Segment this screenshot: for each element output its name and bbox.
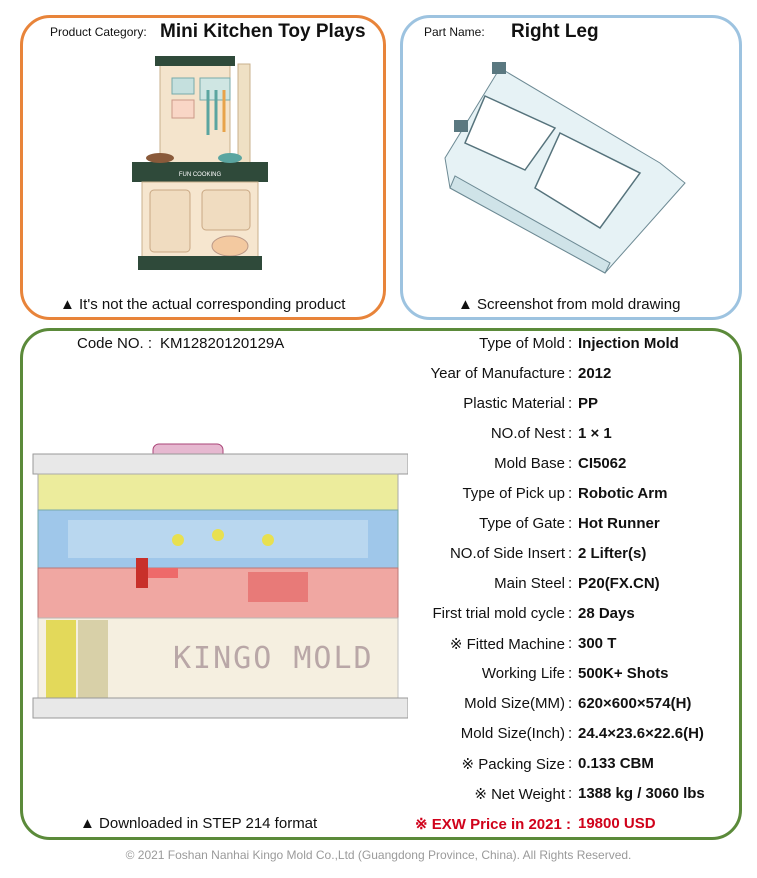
spec-label-trial: First trial mold cycle (432, 605, 565, 622)
part-name-caption: ▲ Screenshot from mold drawing (458, 296, 681, 313)
spec-value-year: 2012 (578, 365, 612, 382)
code-value: KM12820120129A (160, 335, 285, 352)
spec-value-life: 500K+ Shots (578, 665, 669, 682)
spec-label-year: Year of Manufacture (430, 365, 565, 382)
spec-label-pickup: Type of Pick up (462, 485, 565, 502)
spec-label-size-inch: Mold Size(Inch) (460, 725, 565, 742)
spec-label-steel: Main Steel (494, 575, 565, 592)
spec-value-weight: 1388 kg / 3060 lbs (578, 785, 705, 802)
spec-value-gate: Hot Runner (578, 515, 660, 532)
mold-caption: ▲ Downloaded in STEP 214 format (80, 815, 318, 832)
copyright-footer: © 2021 Foshan Nanhai Kingo Mold Co.,Ltd (Guangdong Province, China). All Rights Reserved. (125, 848, 632, 862)
part-name-label: Part Name: (424, 25, 485, 39)
spec-label-size-mm: Mold Size(MM) (464, 695, 565, 712)
spec-value-steel: P20(FX.CN) (578, 575, 660, 592)
spec-label-material: Plastic Material (463, 395, 565, 412)
spec-label-mold-type: Type of Mold (479, 335, 565, 352)
spec-value-base: CI5062 (578, 455, 627, 472)
spec-label-base: Mold Base (494, 455, 565, 472)
spec-value-packing: 0.133 CBM (578, 755, 654, 772)
spec-value-nest: 1 × 1 (578, 425, 612, 442)
spec-value-machine: 300 T (578, 635, 617, 652)
fun-cooking-text: FUN COOKING (178, 172, 222, 178)
part-name-value: Right Leg (511, 21, 599, 42)
spec-label-life: Working Life (481, 665, 565, 682)
spec-label-packing: ※ Packing Size (461, 756, 565, 773)
product-category-label: Product Category: (50, 25, 147, 39)
spec-label-weight: ※ Net Weight (474, 786, 565, 803)
spec-value-trial: 28 Days (578, 605, 635, 622)
right-leg-drawing (440, 58, 700, 283)
spec-value-size-mm: 620×600×574(H) (578, 695, 692, 712)
spec-value-material: PP (578, 395, 599, 412)
spec-value-side-insert: 2 Lifter(s) (578, 545, 647, 562)
price-value: 19800 USD (578, 815, 656, 832)
price-label: ※ EXW Price in 2021 : (415, 816, 571, 833)
spec-value-size-inch: 24.4×23.6×22.6(H) (578, 725, 704, 742)
spec-label-nest: NO.of Nest (490, 425, 565, 442)
product-category-caption: ▲ It's not the actual corresponding product (60, 296, 346, 313)
spec-label-side-insert: NO.of Side Insert (449, 545, 565, 562)
mold-3d-image (28, 440, 408, 730)
kingo-mold-watermark: KINGO MOLD (173, 641, 374, 676)
product-category-value: Mini Kitchen Toy Plays (160, 21, 366, 42)
kitchen-toy-image (120, 50, 290, 280)
spec-label-machine: ※ Fitted Machine (449, 636, 565, 653)
spec-label-gate: Type of Gate (479, 515, 565, 532)
code-label: Code NO. : (77, 335, 153, 352)
spec-value-pickup: Robotic Arm (578, 485, 668, 502)
spec-value-mold-type: Injection Mold (578, 335, 679, 352)
